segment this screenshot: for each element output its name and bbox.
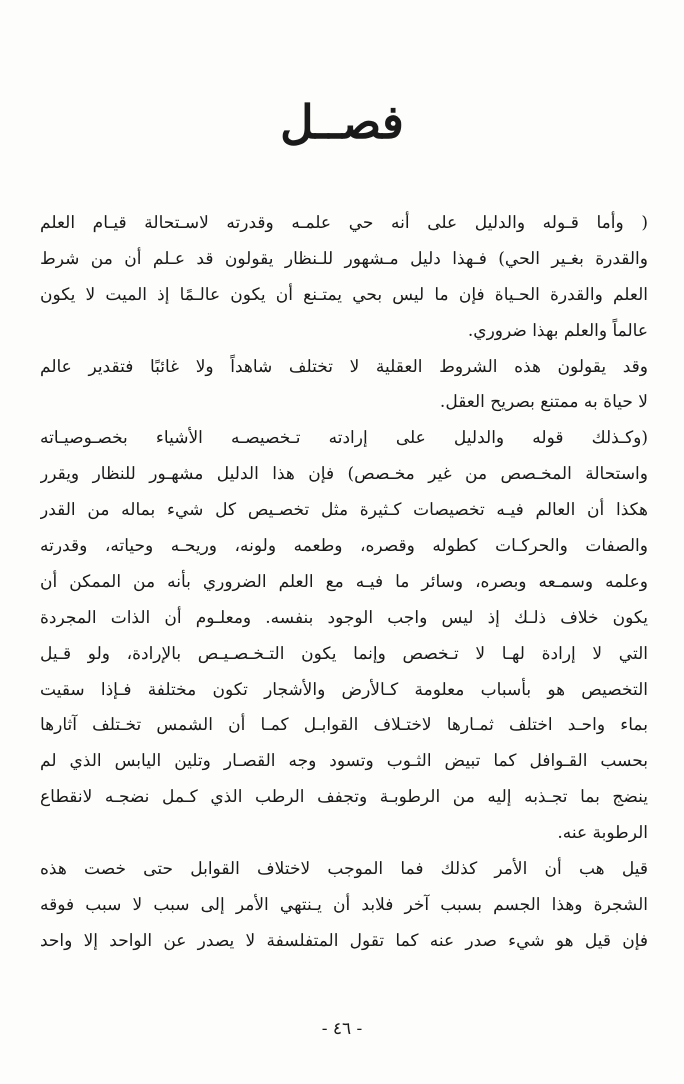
text-line: العلم والقدرة الحـياة فإن ما ليس بحي يمتـنع أن يكون عالـمًا إذ الميت لا يكون (40, 284, 648, 305)
text-line: واستحالة المخـصص من غير مخـصص) فإن هذا الدليل مشهـور للنظار ويقرر (40, 464, 648, 485)
text-line: ( وأما قـوله والدليل على أنه حي علمـه وقدرته لاسـتحالة قيـام العلم (40, 213, 648, 233)
text-line: قيل هب أن الأمر كذلك فما الموجب لاختلاف القوابل حتى خصت هذه (40, 859, 648, 880)
text-line: يكون خلاف ذلـك إذ ليس واجب الوجود بنفسه. ومعلـوم أن الذات المجردة (40, 607, 648, 628)
text-line: التي لا إرادة لهـا لا تـخصص وإنما يكون التـخـصـيـص بالإرادة، ولو قـيل (40, 643, 648, 664)
text-line: (وكـذلك قوله والدليل على إرادته تـخصيصـه الأشياء بخصـوصيـاته (40, 428, 648, 449)
text-line: عالماً والعلم بهذا ضروري. (467, 320, 648, 341)
text-line: ينضج بما تجـذبه إليه من الرطوبـة وتجفف الرطب الذي كـمل نضجـه لانقطاع (40, 787, 648, 808)
text-line: بحسب القـوافل كما تبيض الثـوب وتسود وجه القصـار وتلين اليابس الذي لم (40, 751, 648, 772)
text-line: وعلمه وسمـعه وبصره، وسائر ما فيـه مع العلم الضروري بأنه من الممكن أن (40, 571, 648, 592)
paragraph-1 (40, 206, 648, 350)
text-line: والقدرة بغـير الحي) فـهذا دليل مـشهور للـنظار يقولون قد عـلم أن من شرط (40, 248, 648, 269)
text-line: فإن قيل هو شيء صدر عنه كما تقول المتفلسفة لا يصدر عن الواحد إلا واحد (40, 930, 648, 951)
body-text (40, 206, 648, 960)
text-line: وقد يقولون هذه الشروط العقلية لا تختلف شاهداً ولا غائبًا فتقدير عالم (40, 356, 648, 377)
text-line: الرطوبة عنه. (557, 823, 648, 844)
text-line: لا حياة به ممتنع بصريح العقل. (439, 392, 648, 413)
paragraph-2 (40, 350, 648, 422)
paragraph-4 (40, 852, 648, 960)
text-line: بماء واحـد اختلف ثمـارها لاختـلاف القوابـل كمـا أن الشمس تخـتلف آثارها (40, 715, 648, 736)
paragraph-3 (40, 421, 648, 852)
text-line: والصفات والحركـات كطوله وقصره، وطعمه ولونه، وريحـه وحياته، وقدرته (40, 536, 648, 557)
chapter-heading: فصــل (280, 95, 404, 149)
text-line: هكذا أن العالم فيـه تخصيصات كـثيرة مثل تخصـيص كل شيء بماله من القدر (40, 500, 648, 521)
text-line: التخصيص هو بأسباب معلومة كـالأرض والأشجار تكون مختلفة فـإذا سقيت (40, 679, 648, 700)
text-line: الشجرة وهذا الجسم بسبب آخر فلابد أن يـنتهي الأمر إلى سبب لا سبب فوقه (40, 894, 648, 915)
page-number: - ٤٦ - (321, 1019, 363, 1039)
